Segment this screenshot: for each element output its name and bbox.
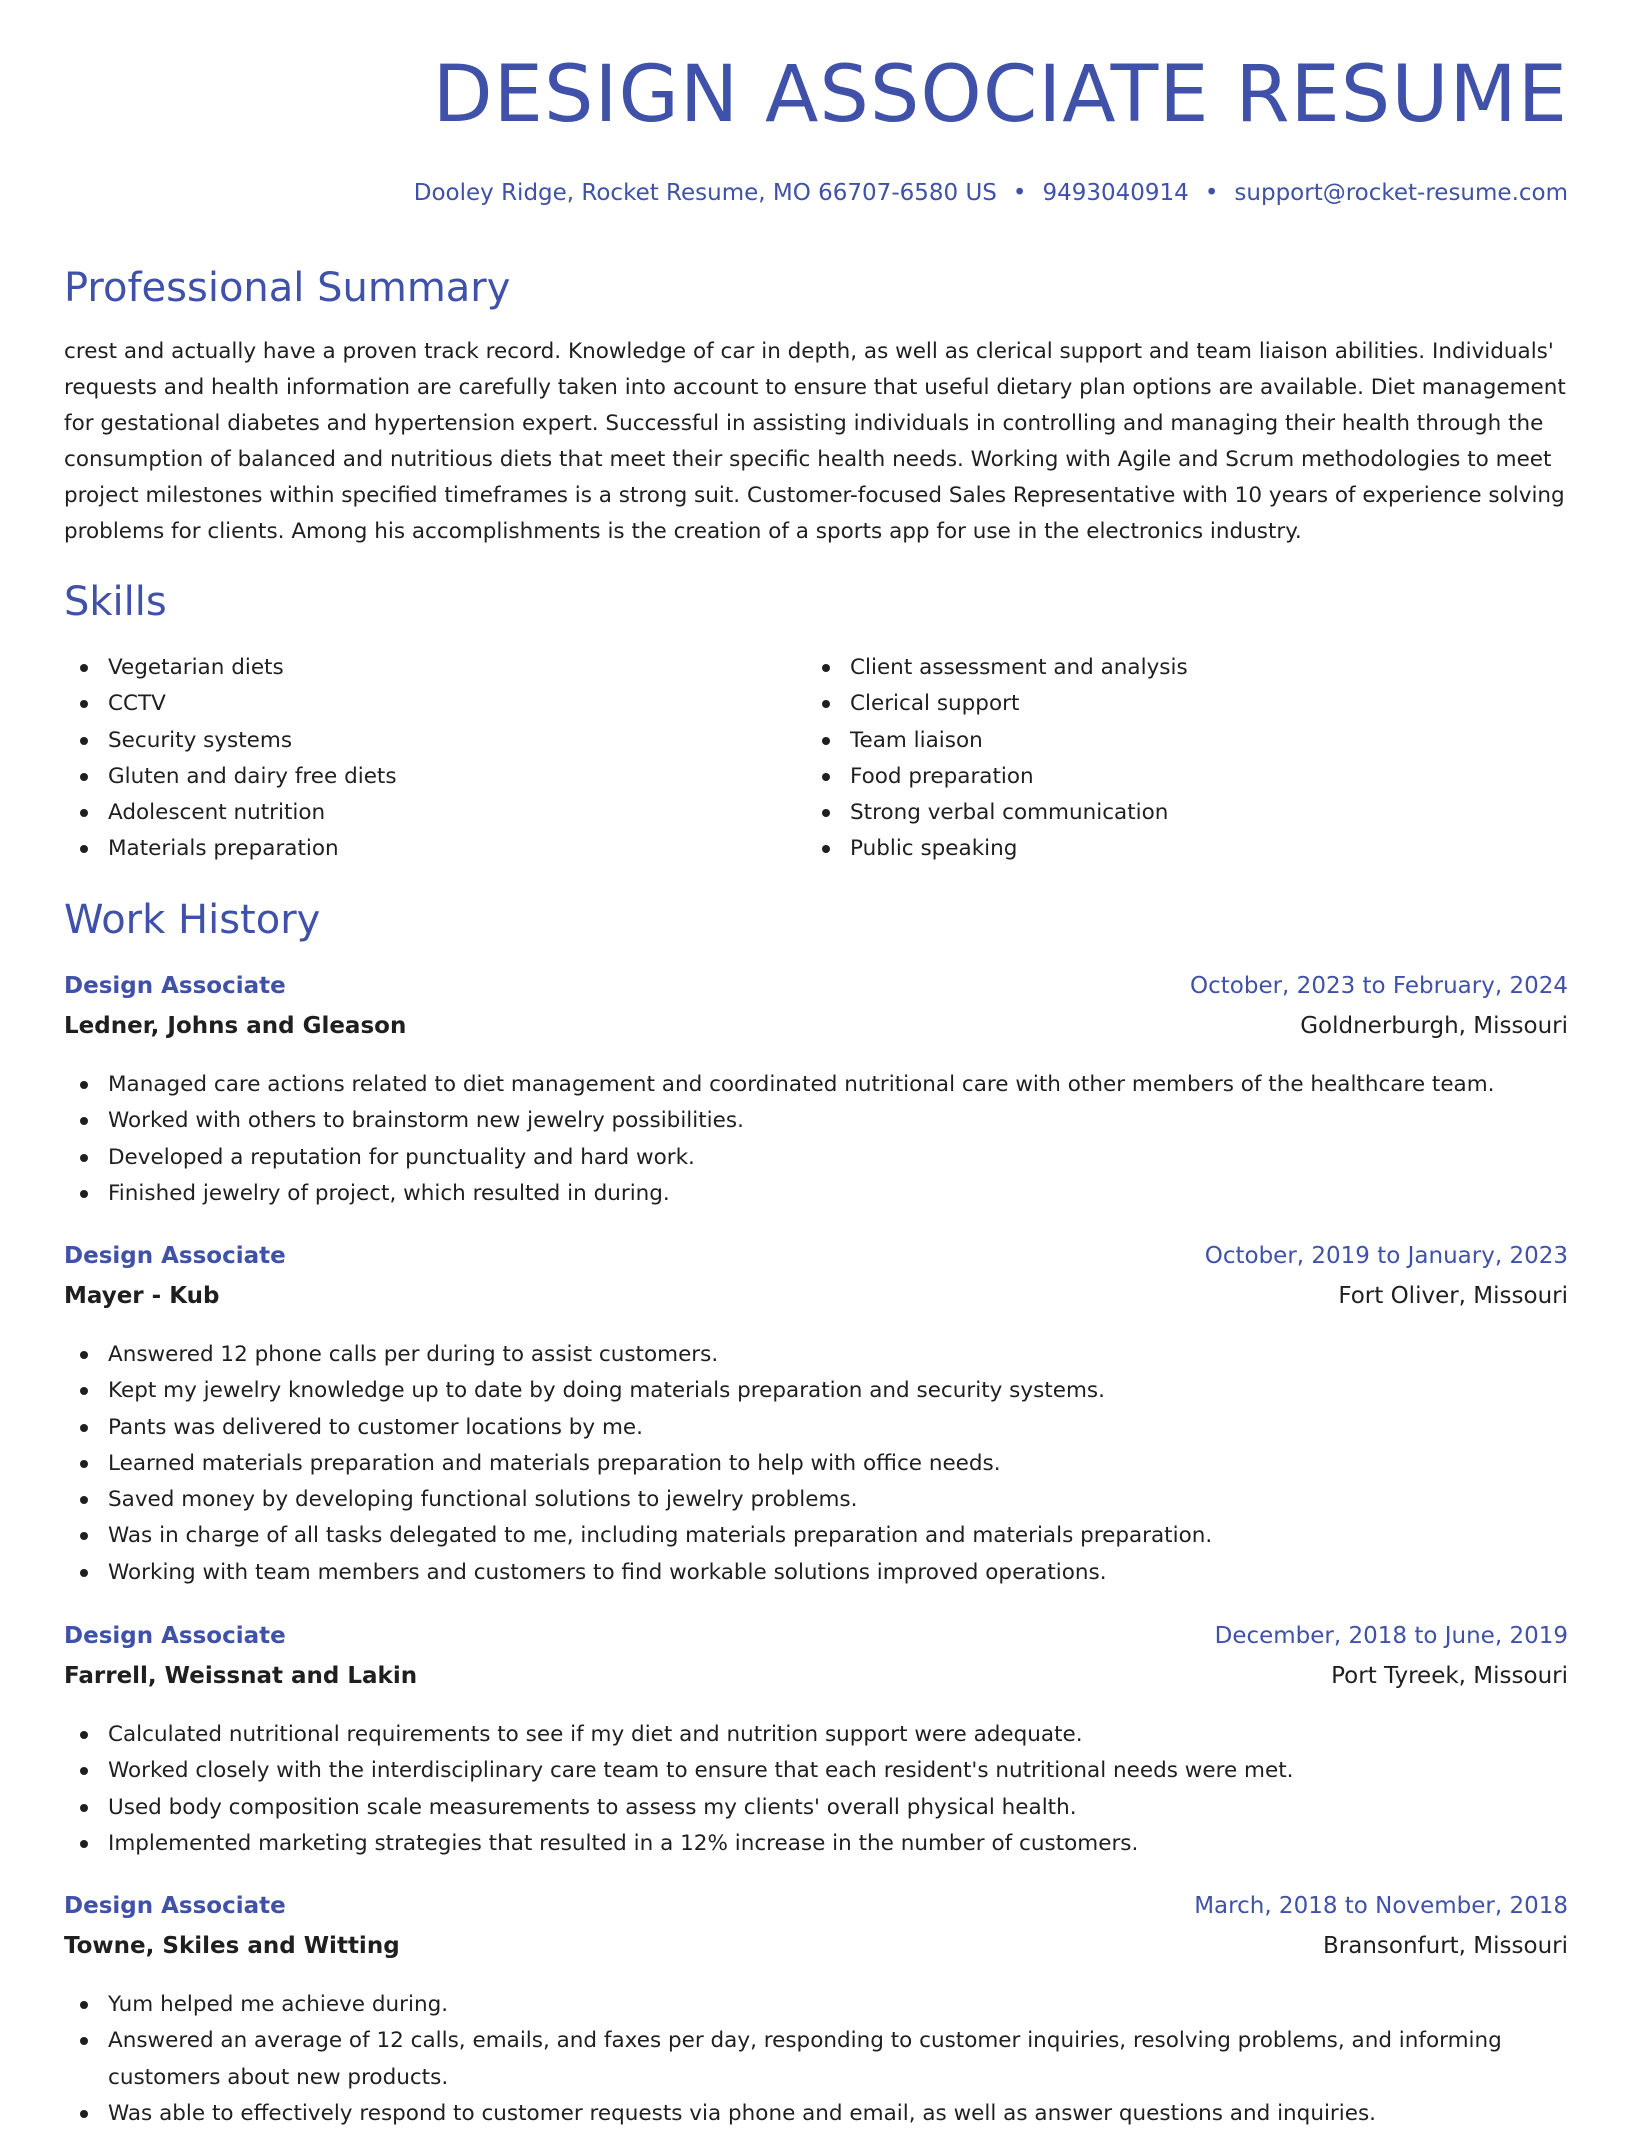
skill-item: Team liaison xyxy=(806,723,1548,759)
skill-item: Strong verbal communication xyxy=(806,795,1548,831)
job-bullet: Yum helped me achieve during. xyxy=(64,1987,1568,2023)
job-entry xyxy=(64,1625,1568,1862)
job-subheader xyxy=(64,1665,1568,1705)
job-bullets xyxy=(64,1337,1568,1591)
job-dates: December, 2018 to June, 2019 xyxy=(1214,1623,1568,1649)
job-bullet: Kept my jewelry knowledge up to date by doing materials preparation and security systems. xyxy=(64,1373,1568,1409)
job-company: Ledner, Johns and Gleason xyxy=(64,1013,407,1039)
job-bullet: Was able to effectively respond to customer requests via phone and email, as well as answer questions and inquiries. xyxy=(64,2096,1568,2132)
skills-column-right xyxy=(806,650,1548,868)
section-title-work-history: Work History xyxy=(64,897,321,943)
contact-separator: • xyxy=(1204,180,1219,206)
skill-item: CCTV xyxy=(64,686,806,722)
job-title: Design Associate xyxy=(64,1243,286,1269)
skills-list xyxy=(64,650,1568,868)
job-entry xyxy=(64,1245,1568,1591)
resume-title: DESIGN ASSOCIATE RESUME xyxy=(432,50,1568,140)
job-bullet: Learned materials preparation and materials preparation to help with office needs. xyxy=(64,1446,1568,1482)
job-header xyxy=(64,975,1568,1015)
job-bullet: Was in charge of all tasks delegated to me, including materials preparation and materials preparation. xyxy=(64,1518,1568,1554)
job-entry xyxy=(64,975,1568,1212)
skill-item: Materials preparation xyxy=(64,831,806,867)
job-bullet: Finished jewelry of project, which resulted in during. xyxy=(64,1176,1568,1212)
contact-line xyxy=(414,182,1568,205)
job-company: Mayer - Kub xyxy=(64,1283,220,1309)
skill-item: Vegetarian diets xyxy=(64,650,806,686)
job-location: Bransonfurt, Missouri xyxy=(1322,1933,1568,1959)
job-header xyxy=(64,1625,1568,1665)
job-dates: March, 2018 to November, 2018 xyxy=(1194,1893,1568,1919)
contact-address: Dooley Ridge, Rocket Resume, MO 66707-6580 US xyxy=(413,180,997,206)
job-dates: October, 2019 to January, 2023 xyxy=(1204,1243,1568,1269)
job-dates: October, 2023 to February, 2024 xyxy=(1190,973,1568,999)
job-bullet: Developed a reputation for punctuality and hard work. xyxy=(64,1140,1568,1176)
contact-separator: • xyxy=(1012,180,1027,206)
skill-item: Clerical support xyxy=(806,686,1548,722)
job-bullet: Worked with others to brainstorm new jewelry possibilities. xyxy=(64,1103,1568,1139)
job-company: Farrell, Weissnat and Lakin xyxy=(64,1663,418,1689)
job-header xyxy=(64,1895,1568,1935)
summary-text: crest and actually have a proven track record. Knowledge of car in depth, as well as clerical support and team liaison abilities. Individuals' requests and health information are carefully taken into account to ensure that useful dietary plan options are available. Diet management for gestational diabetes and hypertension expert. Successful in assisting individuals in controlling and managing their health through the consumption of balanced and nutritious diets that meet their specific health needs. Working with Agile and Scrum methodologies to meet project milestones within specified timeframes is a strong suit. Customer-focused Sales Representative with 10 years of experience solving problems for clients. Among his accomplishments is the creation of a sports app for use in the electronics industry. xyxy=(64,339,1566,544)
job-location: Port Tyreek, Missouri xyxy=(1331,1663,1568,1689)
job-bullet: Pants was delivered to customer locations by me. xyxy=(64,1410,1568,1446)
job-bullets xyxy=(64,1987,1568,2132)
job-title: Design Associate xyxy=(64,1893,286,1919)
skills-column-left xyxy=(64,650,806,868)
job-header xyxy=(64,1245,1568,1285)
skill-item: Public speaking xyxy=(806,831,1548,867)
job-bullet: Worked closely with the interdisciplinary care team to ensure that each resident's nutritional needs were met. xyxy=(64,1753,1568,1789)
job-subheader xyxy=(64,1935,1568,1975)
job-bullet: Answered 12 phone calls per during to assist customers. xyxy=(64,1337,1568,1373)
contact-email[interactable]: support@rocket-resume.com xyxy=(1234,180,1568,206)
job-location: Goldnerburgh, Missouri xyxy=(1300,1013,1568,1039)
job-entry xyxy=(64,1895,1568,2132)
job-bullet: Managed care actions related to diet management and coordinated nutritional care with other members of the healthcare team. xyxy=(64,1067,1568,1103)
job-bullet: Saved money by developing functional solutions to jewelry problems. xyxy=(64,1482,1568,1518)
job-title: Design Associate xyxy=(64,1623,286,1649)
job-bullet: Calculated nutritional requirements to see if my diet and nutrition support were adequate. xyxy=(64,1717,1568,1753)
skill-item: Security systems xyxy=(64,723,806,759)
job-title: Design Associate xyxy=(64,973,286,999)
job-company: Towne, Skiles and Witting xyxy=(64,1933,400,1959)
job-bullets xyxy=(64,1717,1568,1862)
contact-phone: 9493040914 xyxy=(1042,180,1189,206)
job-bullet: Answered an average of 12 calls, emails, and faxes per day, responding to customer inquiries, resolving problems, and informing customers about new products. xyxy=(64,2023,1568,2096)
job-subheader xyxy=(64,1285,1568,1325)
job-bullet: Implemented marketing strategies that resulted in a 12% increase in the number of customers. xyxy=(64,1826,1568,1862)
skill-item: Gluten and dairy free diets xyxy=(64,759,806,795)
skill-item: Client assessment and analysis xyxy=(806,650,1548,686)
job-location: Fort Oliver, Missouri xyxy=(1338,1283,1568,1309)
section-title-summary: Professional Summary xyxy=(64,265,511,311)
job-bullet: Working with team members and customers to find workable solutions improved operations. xyxy=(64,1555,1568,1591)
job-bullet: Used body composition scale measurements to assess my clients' overall physical health. xyxy=(64,1790,1568,1826)
job-bullets xyxy=(64,1067,1568,1212)
job-subheader xyxy=(64,1015,1568,1055)
skill-item: Adolescent nutrition xyxy=(64,795,806,831)
skill-item: Food preparation xyxy=(806,759,1548,795)
section-title-skills: Skills xyxy=(64,579,167,625)
